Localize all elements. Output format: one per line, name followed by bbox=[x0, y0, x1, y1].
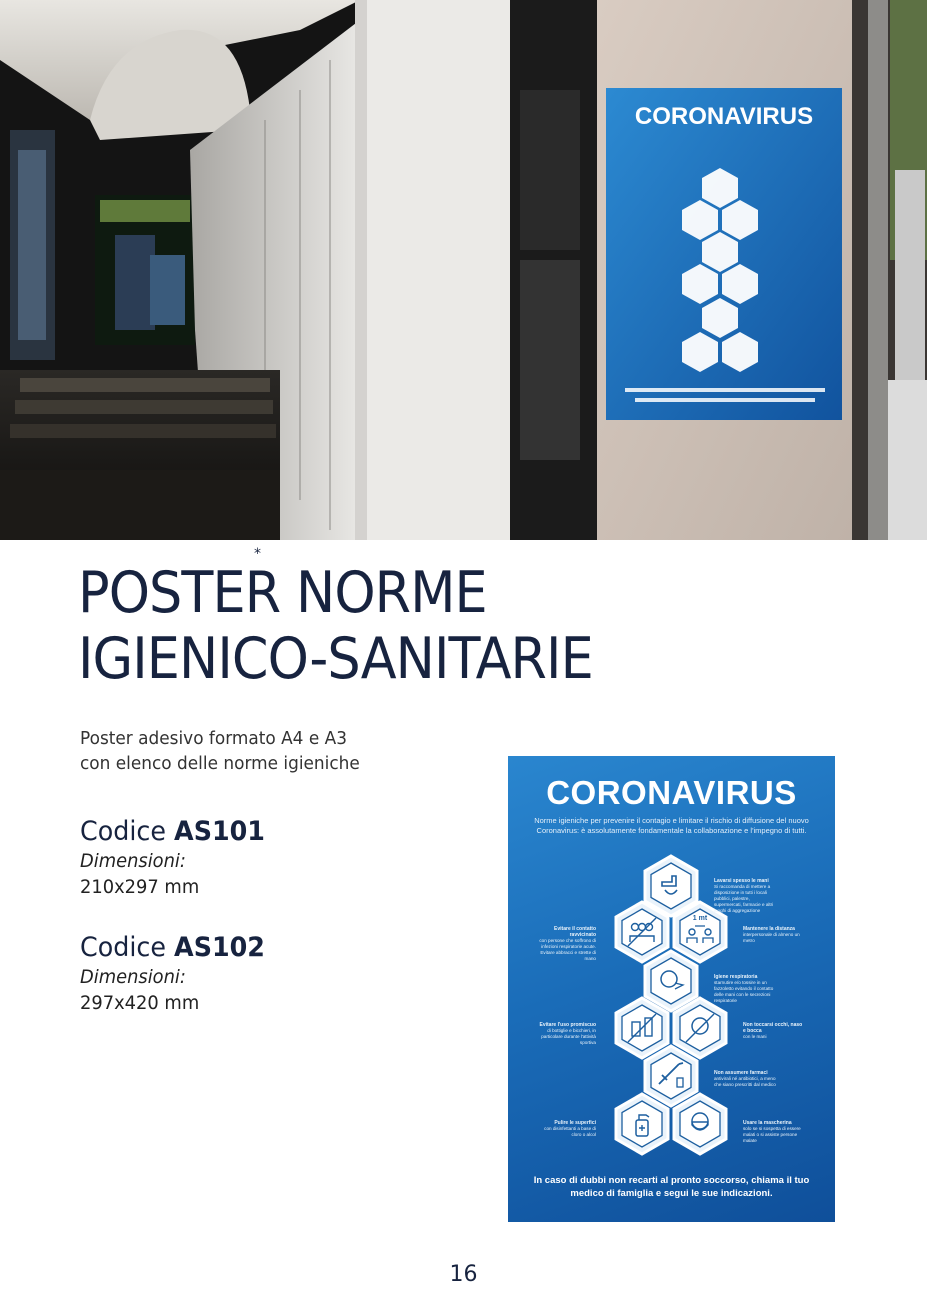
product-description bbox=[80, 726, 360, 776]
dimensions-value: 210x297 mm bbox=[80, 876, 200, 898]
sneeze-icon bbox=[645, 951, 697, 1011]
poster-hexagon-icons bbox=[508, 756, 835, 1222]
dimensions-value: 297x420 mm bbox=[80, 992, 200, 1014]
syringe-icon bbox=[645, 1046, 697, 1106]
poster-rule-9: Usare la mascherina solo se si sospetta di essere malati o si assiste persone malate bbox=[743, 1120, 801, 1143]
code-value: AS102 bbox=[174, 932, 265, 963]
page-title-line-1: POSTER NORME bbox=[78, 560, 487, 626]
description-line-1: Poster adesivo formato A4 e A3 bbox=[80, 728, 347, 749]
product-code-as101 bbox=[80, 816, 265, 847]
hero-poster-title: CORONAVIRUS bbox=[634, 103, 814, 130]
poster-subtitle: Norme igieniche per prevenire il contagio e limitare il rischio di diffusione del nuovo Coronavirus: è assolutamente fondamentale la collaborazione e l'impegno di tutti. bbox=[534, 816, 809, 835]
page-title bbox=[78, 560, 593, 692]
description-line-2: con elenco delle norme igieniche bbox=[80, 753, 360, 774]
poster-rule-2: Evitare il contatto ravvicinato con persone che soffrono di infezioni respiratorie acute. Evitare abbracci e strette di mano bbox=[539, 926, 596, 961]
poster-rule-4: Igiene respiratoria starnutire e/o tossire in un fazzoletto evitando il contatto delle mani con le secrezioni respiratorie bbox=[714, 974, 774, 1003]
disinfectant-spray-icon bbox=[616, 1094, 668, 1154]
code-value: AS101 bbox=[174, 816, 265, 847]
poster-rule-5: Evitare l'uso promiscuo di bottiglie e bicchieri, in particolare durante l'attività sportiva bbox=[539, 1022, 596, 1045]
hero-photo bbox=[0, 0, 927, 540]
code-prefix: Codice bbox=[80, 816, 175, 847]
poster-rule-6: Non toccarsi occhi, naso e bocca con le mani bbox=[743, 1022, 803, 1039]
poster-rule-3: Mantenere la distanza interpersonale di almeno un metro bbox=[743, 926, 800, 943]
distance-label: 1 mt bbox=[692, 915, 708, 922]
poster-rule-8: Pulire le superfici con disinfettanti a base di cloro o alcol bbox=[544, 1120, 596, 1137]
face-mask-icon bbox=[674, 1094, 726, 1154]
poster-rule-1: Lavarsi spesso le mani Si raccomanda di mettere a disposizione in tutti i locali pubblici, palestre, supermercati, farmacie e altri luoghi di aggregazione bbox=[714, 878, 774, 913]
poster-footer: In caso di dubbi non recarti al pronto soccorso, chiama il tuo medico di famiglia e segui le sue indicazioni. bbox=[533, 1175, 810, 1199]
corridor-photo-illustration bbox=[0, 0, 927, 540]
shared-bottle-icon bbox=[616, 998, 668, 1058]
poster-preview bbox=[508, 756, 835, 1222]
dimensions-label: Dimensioni: bbox=[80, 850, 186, 872]
poster-rule-7: Non assumere farmaci antivirali né antibiotici, a meno che siano prescritti dal medico bbox=[714, 1070, 776, 1087]
code-prefix: Codice bbox=[80, 932, 175, 963]
title-asterisk: * bbox=[254, 546, 261, 562]
page-number: 16 bbox=[449, 1262, 478, 1287]
people-crowd-icon bbox=[616, 902, 668, 962]
poster-title: CORONAVIRUS bbox=[546, 774, 797, 811]
no-face-touch-icon bbox=[674, 998, 726, 1058]
dimensions-label: Dimensioni: bbox=[80, 966, 186, 988]
page-title-line-2: IGIENICO-SANITARIE bbox=[78, 626, 593, 692]
product-code-as102 bbox=[80, 932, 265, 963]
